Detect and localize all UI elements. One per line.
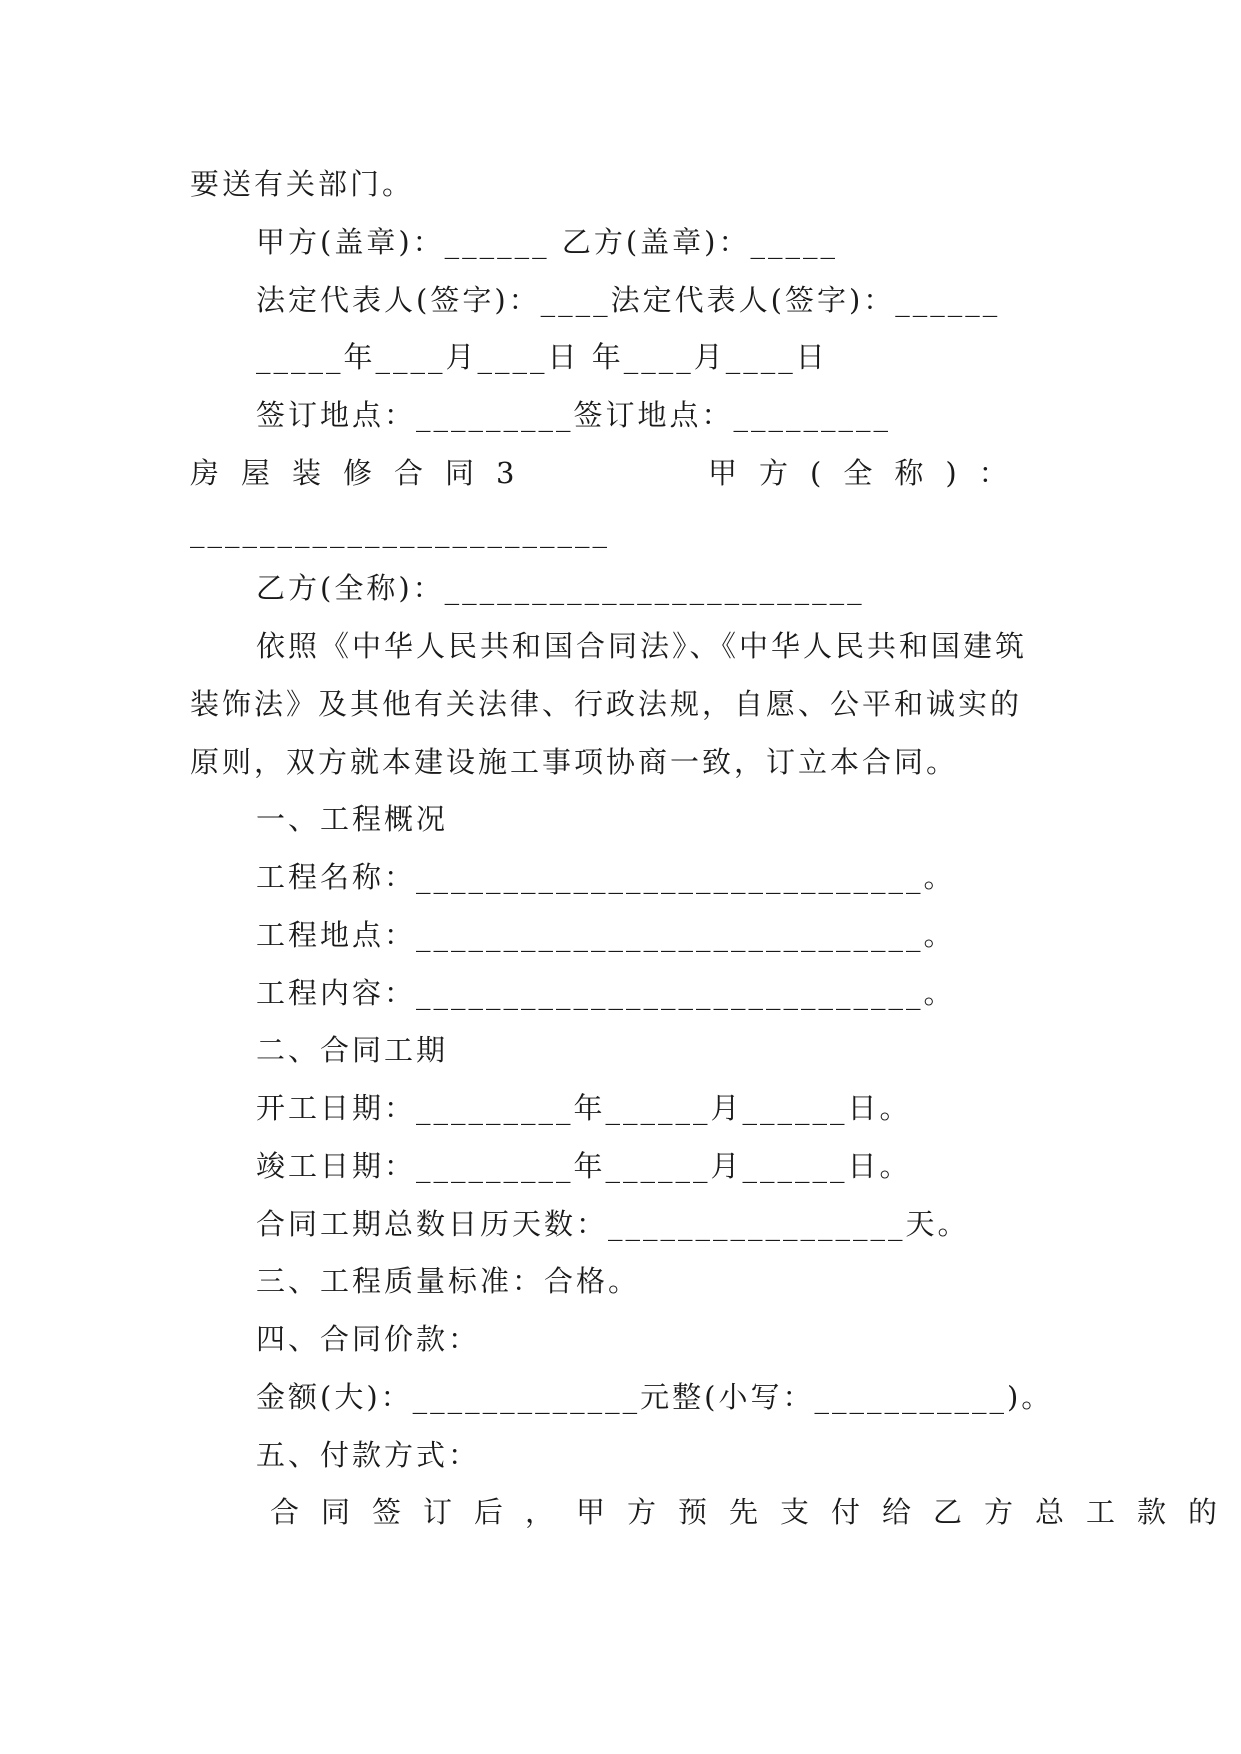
- text-line: 依照《中华人民共和国合同法》、《中华人民共和国建筑: [256, 629, 1028, 663]
- text-line: 装饰法》及其他有关法律、行政法规，自愿、公平和诚实的: [190, 687, 1023, 721]
- text-line: 甲方(盖章)：______ 乙方(盖章)：_____: [256, 225, 838, 259]
- text-line: 合同工期总数日历天数：_________________天。: [256, 1207, 970, 1241]
- text-line: 法定代表人(签字)：____法定代表人(签字)：______: [256, 283, 1001, 317]
- text-line: 甲方(全称)：: [708, 456, 1030, 490]
- text-line: 工程名称：_____________________________。: [256, 860, 956, 894]
- text-line: 原则，双方就本建设施工事项协商一致，订立本合同。: [190, 745, 959, 779]
- section-heading: 四、合同价款：: [256, 1322, 481, 1356]
- text-line: 金额(大)：_____________元整(小写：___________)。: [256, 1380, 1054, 1414]
- section-heading: 五、付款方式：: [256, 1438, 481, 1472]
- text-line: 工程地点：_____________________________。: [256, 918, 956, 952]
- text-line: 开工日期：_________年______月______日。: [256, 1091, 912, 1125]
- section-heading: 三、工程质量标准：合格。: [256, 1264, 641, 1298]
- text-line: _____年____月____日 年____月____日: [256, 340, 828, 374]
- section-heading: 一、工程概况: [256, 802, 449, 836]
- text-line: 竣工日期：_________年______月______日。: [256, 1149, 912, 1183]
- text-line: 合同签订后，甲方预先支付给乙方总工款的: [270, 1495, 1240, 1529]
- section-heading: 二、合同工期: [256, 1033, 449, 1067]
- text-line: 乙方(全称)：________________________: [256, 571, 865, 605]
- text-line: 要送有关部门。: [190, 167, 415, 201]
- text-line: ________________________: [190, 514, 610, 548]
- document-title: 房屋装修合同3: [190, 456, 537, 490]
- text-line: 工程内容：_____________________________。: [256, 976, 956, 1010]
- text-line: 签订地点：_________签订地点：_________: [256, 398, 892, 432]
